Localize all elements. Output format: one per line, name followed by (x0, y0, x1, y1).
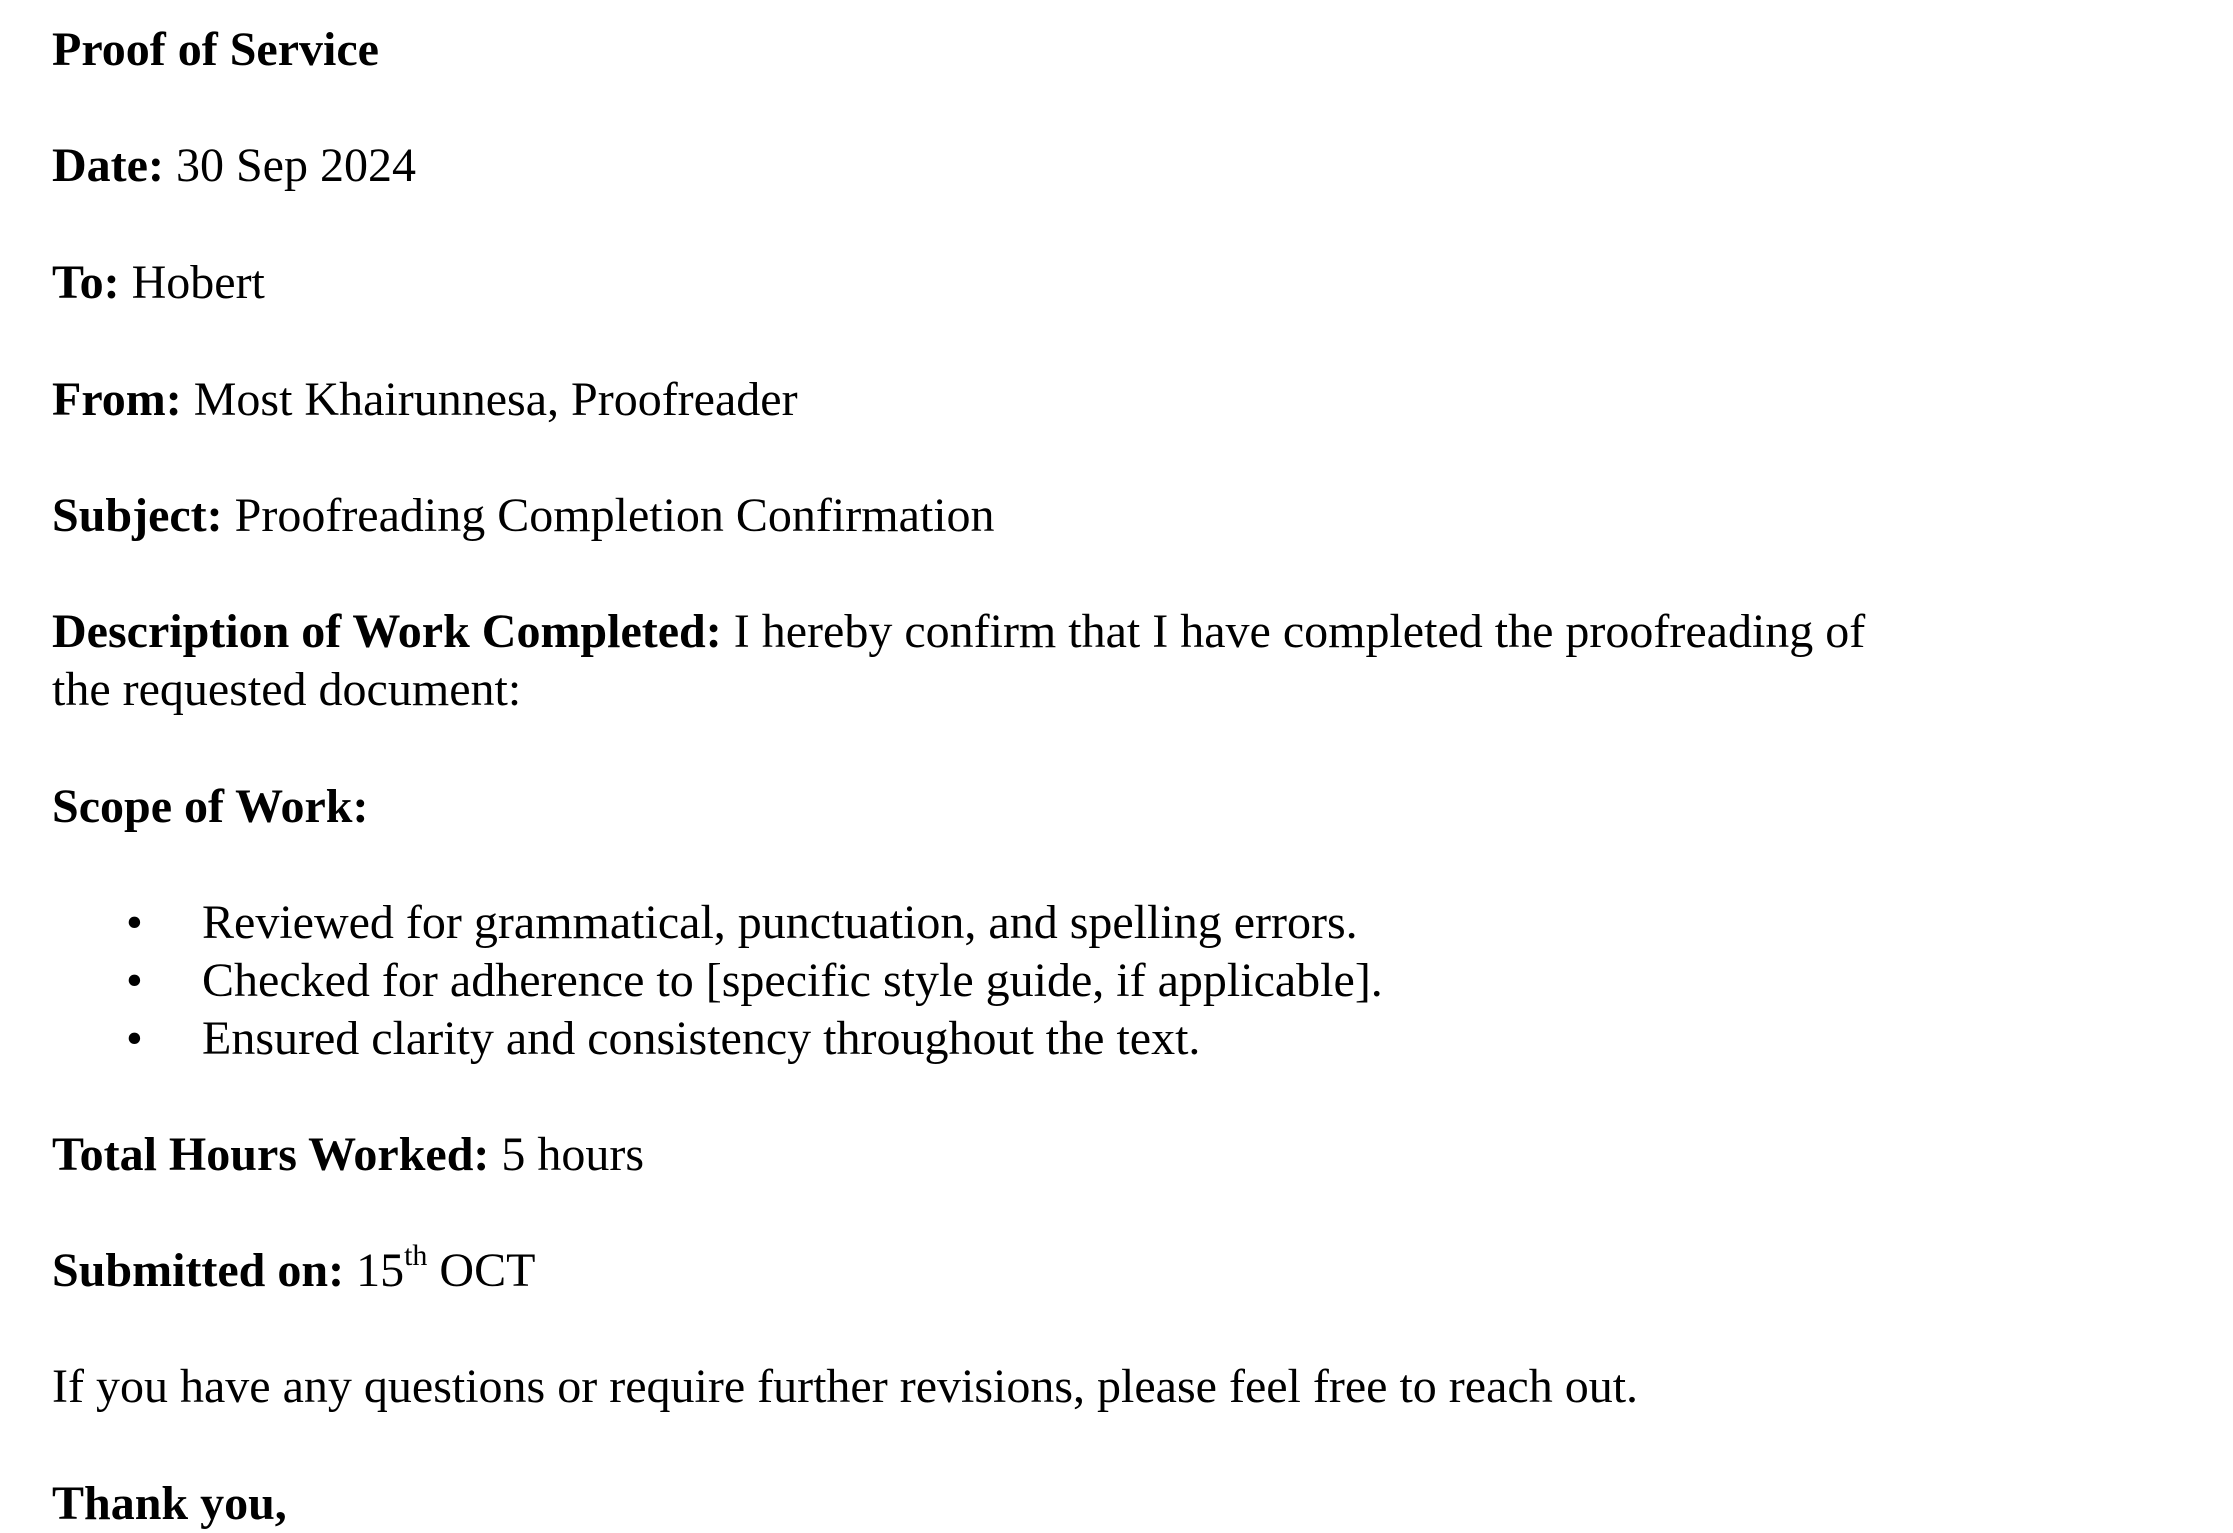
subject-line (52, 487, 995, 545)
description-value: I hereby confirm that I have completed the proofreading of the requested document: (52, 605, 1866, 716)
bullet-icon: • (126, 896, 143, 949)
to-line (52, 254, 265, 312)
subject-value: Proofreading Completion Confirmation (234, 489, 995, 542)
bullet-icon: • (126, 954, 143, 1007)
date-value: 30 Sep 2024 (175, 139, 416, 192)
hours-line (52, 1126, 644, 1184)
from-line (52, 371, 798, 429)
list-item (52, 952, 1383, 1010)
submitted-day-suffix: th (404, 1239, 428, 1272)
closing-note: If you have any questions or require further revisions, please feel free to reach out. (52, 1360, 1639, 1413)
list-item (52, 894, 1383, 952)
document-title: Proof of Service (52, 23, 379, 76)
bullet-icon: • (126, 1012, 143, 1065)
to-value: Hobert (131, 256, 265, 309)
scope-list (52, 894, 1383, 1068)
submitted-label: Submitted on: (52, 1244, 345, 1297)
from-label: From: (52, 373, 182, 426)
description-paragraph (52, 603, 1932, 719)
scope-item-text: Reviewed for grammatical, punctuation, and spelling errors. (202, 896, 1358, 949)
submitted-line (52, 1239, 536, 1300)
hours-value: 5 hours (501, 1128, 645, 1181)
from-value: Most Khairunnesa, Proofreader (193, 373, 798, 426)
hours-label: Total Hours Worked: (52, 1128, 490, 1181)
signoff: Thank you, (52, 1477, 287, 1530)
scope-item-text: Checked for adherence to [specific style guide, if applicable]. (202, 954, 1383, 1007)
date-label: Date: (52, 139, 164, 192)
to-label: To: (52, 256, 120, 309)
list-item (52, 1010, 1383, 1068)
description-label: Description of Work Completed: (52, 605, 722, 658)
submitted-month: OCT (439, 1244, 536, 1297)
submitted-day: 15 (356, 1244, 405, 1297)
subject-label: Subject: (52, 489, 223, 542)
scope-heading: Scope of Work: (52, 780, 369, 833)
scope-item-text: Ensured clarity and consistency throughout the text. (202, 1012, 1201, 1065)
date-line (52, 137, 416, 195)
